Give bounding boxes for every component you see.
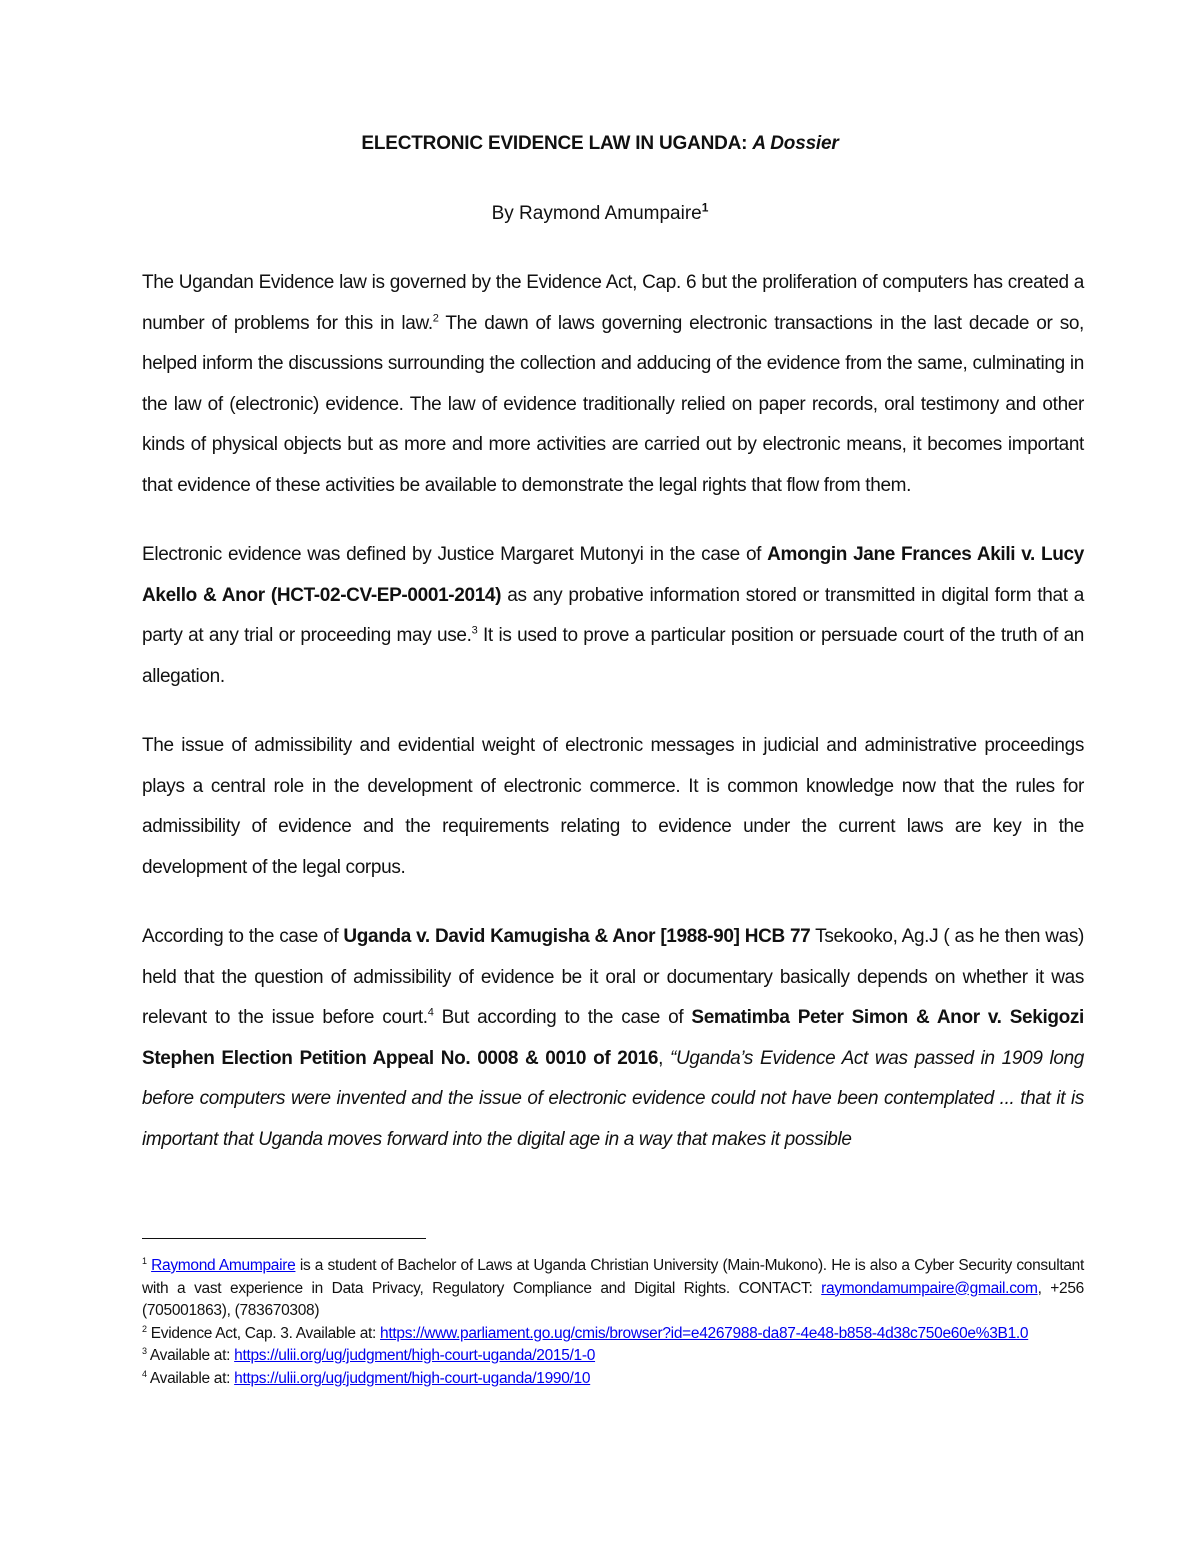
footnote-marker[interactable]: 2 — [432, 312, 439, 325]
footnote-marker[interactable]: 1 — [701, 200, 709, 215]
body-text — [142, 263, 1084, 1189]
paragraph-text: as any probative information stored or transmitted in digital form that a party at any trial or proceeding may use. — [142, 584, 1084, 646]
footnote-separator — [142, 1238, 426, 1239]
ulii-url-link[interactable]: https://ulii.org/ug/judgment/high-court-uganda/1990/10 — [234, 1369, 591, 1387]
footnote-marker[interactable]: 3 — [471, 624, 478, 637]
footnotes — [142, 1255, 1084, 1390]
paragraph-text: But according to the case of — [433, 1007, 692, 1028]
author-name: By Raymond Amumpaire — [491, 203, 702, 224]
ulii-url-link[interactable]: https://ulii.org/ug/judgment/high-court-uganda/2015/1-0 — [234, 1347, 596, 1364]
footnote-number: 1 — [142, 1255, 147, 1266]
paragraph-3 — [142, 726, 1084, 888]
paragraph-text: The dawn of laws governing electronic transactions in the last decade or so, helped inform the discussions surrounding the collection and adducing of the evidence from the same, culminating in the law of (electronic) evidence. The law of evidence traditionally relied on paper records, oral testimony and other kinds of physical objects but as more and more activities are carried out by electronic means, it becomes important that evidence of these activities be available to demonstrate the legal rights that flow from them. — [142, 312, 1084, 496]
email-link[interactable]: raymondamumpaire@gmail.com — [821, 1279, 1038, 1297]
parliament-url-link[interactable]: https://www.parliament.go.ug/cmis/browser?id=e4267988-da87-4e48-b858-4d38c750e60e%3B1.0 — [380, 1324, 1029, 1342]
footnote-number: 2 — [142, 1323, 147, 1334]
footnote-4 — [142, 1368, 1084, 1391]
footnote-text: Available at: — [146, 1347, 235, 1364]
author-link[interactable]: Raymond Amumpaire — [151, 1257, 296, 1274]
case-citation: Sematimba Peter Simon & Anor v. Sekigozi Stephen Election Petition Appeal No. 0008 & 0010 of 2016 — [142, 1007, 1084, 1069]
title-main: ELECTRONIC EVIDENCE LAW IN UGANDA: — [361, 133, 748, 154]
footnote-text: Evidence Act, Cap. 3. Available at: — [146, 1324, 381, 1342]
paragraph-1 — [142, 263, 1084, 506]
footnote-text: is a student of Bachelor of Laws at Uganda Christian University (Main-Mukono). He is also a Cyber Security consultant with a vast experience in Data Privacy, Regulatory Compliance and Digital Rights. CONTACT: — [142, 1257, 1084, 1297]
paragraph-text: According to the case of — [142, 926, 344, 947]
paragraph-text: , — [658, 1047, 670, 1069]
footnote-1 — [142, 1255, 1084, 1323]
paragraph-text: The issue of admissibility and evidential weight of electronic messages in judicial and administrative proceedings plays a central role in the development of electronic commerce. It is common knowledge now that the rules for admissibility of evidence and the requirements relating to evidence under the current laws are key in the development of the legal corpus. — [142, 735, 1084, 878]
footnote-text: Available at: — [146, 1369, 235, 1387]
document-title — [0, 133, 1200, 155]
footnote-2 — [142, 1323, 1084, 1346]
title-subtitle: A Dossier — [752, 133, 839, 154]
paragraph-text: Tsekooko, Ag.J ( as he then was) held that the question of admissibility of evidence be it oral or documentary basically depends on whether it was relevant to the issue before court. — [142, 926, 1084, 1028]
footnote-marker[interactable]: 4 — [427, 1006, 434, 1019]
byline — [0, 200, 1200, 225]
paragraph-text: The Ugandan Evidence law is governed by the Evidence Act, Cap. 6 but the proliferation of computers has created a number of problems for this in law. — [142, 272, 1084, 334]
footnote-text: , +256 (705001863), (783670308) — [142, 1279, 1084, 1319]
court-quote: “Uganda’s Evidence Act was passed in 1909 long before computers were invented and the issue of electronic evidence could not have been contemplated ... that it is important that Uganda moves forward into the digital age in a way that makes it possible — [142, 1047, 1084, 1150]
paragraph-2 — [142, 535, 1084, 697]
case-citation: Uganda v. David Kamugisha & Anor [1988-90] HCB 77 — [343, 926, 811, 947]
footnote-3 — [142, 1345, 1084, 1368]
footnote-number: 4 — [142, 1368, 147, 1379]
paragraph-4 — [142, 917, 1084, 1160]
paragraph-text: Electronic evidence was defined by Justice Margaret Mutonyi in the case of — [142, 544, 768, 565]
case-citation: Amongin Jane Frances Akili v. Lucy Akello & Anor (HCT-02-CV-EP-0001-2014) — [142, 544, 1084, 606]
paragraph-text: It is used to prove a particular position or persuade court of the truth of an allegation. — [142, 625, 1085, 687]
footnote-number: 3 — [142, 1345, 147, 1356]
